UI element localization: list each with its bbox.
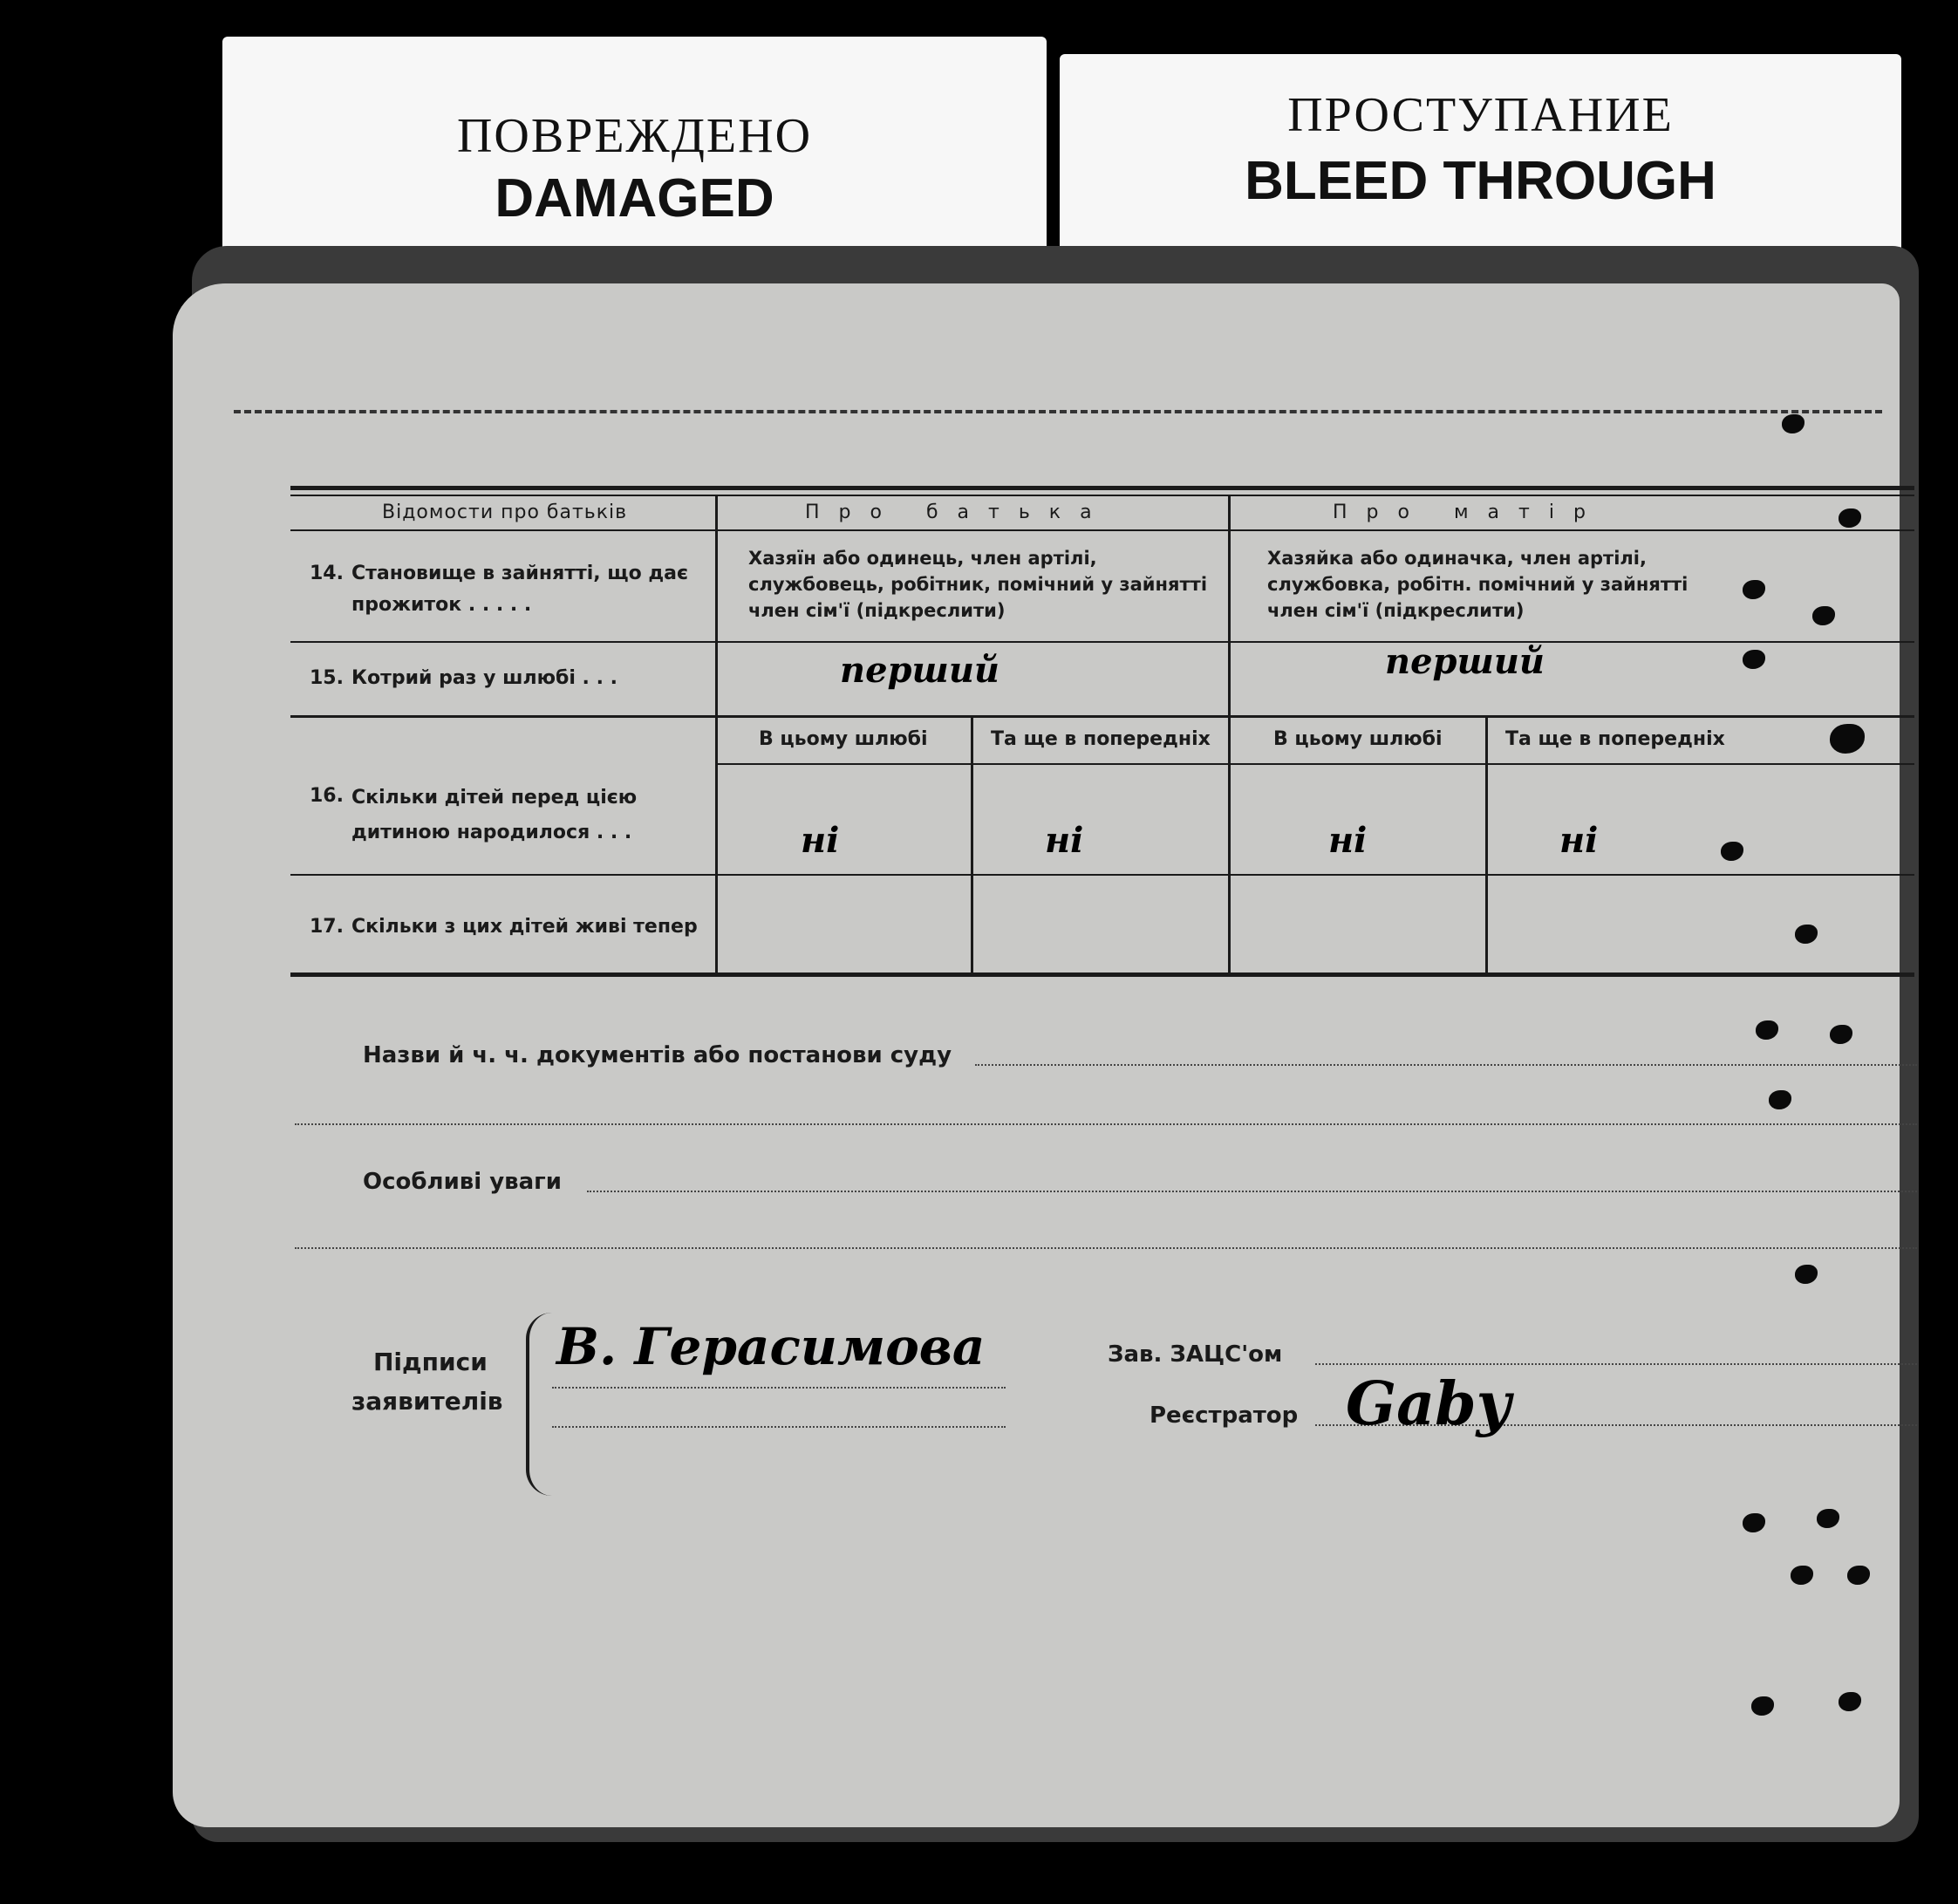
row16-father-previous: ні — [1045, 820, 1084, 861]
header-info: Відомости про батьків — [382, 502, 628, 523]
table-bottom-rule — [290, 972, 1914, 977]
binding-hole — [1795, 1265, 1818, 1284]
perforation-line — [234, 410, 1882, 413]
row16-number: 16. — [310, 785, 344, 807]
binding-hole — [1839, 508, 1861, 528]
notes-line-1 — [587, 1191, 1917, 1192]
row14-father-options: Хазяїн або одинець, член артілі, службовець, робітник, помічний у зайнятті член сім'ї (підкреслити) — [748, 548, 1208, 621]
bleed-through-label-en: BLEED THROUGH — [1245, 151, 1716, 211]
col-divider-mother-sub — [1485, 715, 1488, 974]
table-top-rule — [290, 486, 1914, 490]
binding-hole — [1830, 1025, 1852, 1044]
row14-number: 14. — [310, 563, 344, 584]
row15-bottom-rule — [290, 715, 1914, 718]
binding-hole — [1756, 1020, 1778, 1040]
registrar-signature: Gaby — [1346, 1369, 1511, 1439]
row16-mother-previous: ні — [1559, 820, 1599, 861]
head-zags-line — [1315, 1363, 1917, 1365]
documents-line-2 — [295, 1123, 1917, 1125]
row15-father-handwritten: перший — [840, 650, 999, 691]
binding-hole — [1791, 1566, 1813, 1585]
sub-mother-previous: Та ще в попередніх — [1505, 728, 1725, 750]
row17-number: 17. — [310, 916, 344, 938]
binding-hole — [1721, 842, 1743, 861]
binding-hole — [1743, 580, 1765, 599]
col-divider-1 — [715, 495, 718, 974]
binding-hole — [1795, 925, 1818, 944]
damaged-label-ru: ПОВРЕЖДЕНО — [456, 109, 813, 163]
documents-line-1 — [975, 1064, 1917, 1066]
document-page — [173, 283, 1900, 1827]
row15-label: Котрий раз у шлюбі . . . — [351, 667, 617, 689]
header-mother: Про матір — [1333, 502, 1605, 523]
registrar-label: Реєстратор — [1150, 1402, 1299, 1429]
subheader-rule — [718, 763, 1914, 765]
binding-hole — [1782, 414, 1804, 433]
row17-label: Скільки з цих дітей живі тепер — [351, 916, 698, 938]
col-divider-father-sub — [971, 715, 973, 974]
signature-line-1 — [552, 1387, 1006, 1389]
row14-label: Становище в зайнятті, що дає прожиток . . . . . — [351, 563, 689, 616]
binding-hole — [1839, 1692, 1861, 1711]
row16-label: Скільки дітей перед цією дитиною народилося . . . — [351, 787, 638, 843]
binding-hole — [1751, 1696, 1774, 1716]
header-father: Про батька — [805, 502, 1111, 523]
binding-hole — [1743, 1513, 1765, 1532]
row15-mother-handwritten: перший — [1385, 641, 1545, 682]
head-zags-label: Зав. ЗАЦС'ом — [1108, 1341, 1283, 1368]
binding-hole — [1812, 606, 1835, 625]
row15-number: 15. — [310, 667, 344, 689]
row14-bottom-rule — [290, 641, 1914, 643]
notes-line-2 — [295, 1247, 1917, 1249]
sub-father-previous: Та ще в попередніх — [991, 728, 1211, 750]
table-top-rule-thin — [290, 495, 1914, 496]
bleed-through-label-ru: ПРОСТУПАНИЕ — [1287, 88, 1674, 142]
notes-label: Особливі уваги — [363, 1169, 562, 1195]
signature-line-2 — [552, 1426, 1006, 1428]
row16-mother-this: ні — [1328, 820, 1368, 861]
signatures-label-line1: Підписи — [373, 1348, 488, 1376]
signatures-brace — [526, 1313, 556, 1496]
row14-mother-options: Хазяйка або одиначка, член артілі, службовка, робітн. помічний у зайнятті член сім'ї (підкреслити) — [1267, 548, 1689, 621]
binding-hole — [1830, 724, 1865, 754]
sub-mother-this-marriage: В цьому шлюбі — [1273, 728, 1443, 750]
binding-hole — [1817, 1509, 1839, 1528]
binding-hole — [1743, 650, 1765, 669]
documents-label: Назви й ч. ч. документів або постанови суду — [363, 1042, 952, 1068]
table-header-rule — [290, 529, 1914, 531]
applicant-signature: В. Герасимова — [556, 1317, 986, 1376]
row16-bottom-rule — [290, 874, 1914, 876]
damaged-label-en: DAMAGED — [495, 168, 774, 229]
row16-father-this: ні — [801, 820, 840, 861]
signatures-label-line2: заявителів — [351, 1387, 503, 1416]
binding-hole — [1769, 1090, 1791, 1109]
col-divider-2 — [1228, 495, 1231, 974]
binding-hole — [1847, 1566, 1870, 1585]
sub-father-this-marriage: В цьому шлюбі — [759, 728, 928, 750]
